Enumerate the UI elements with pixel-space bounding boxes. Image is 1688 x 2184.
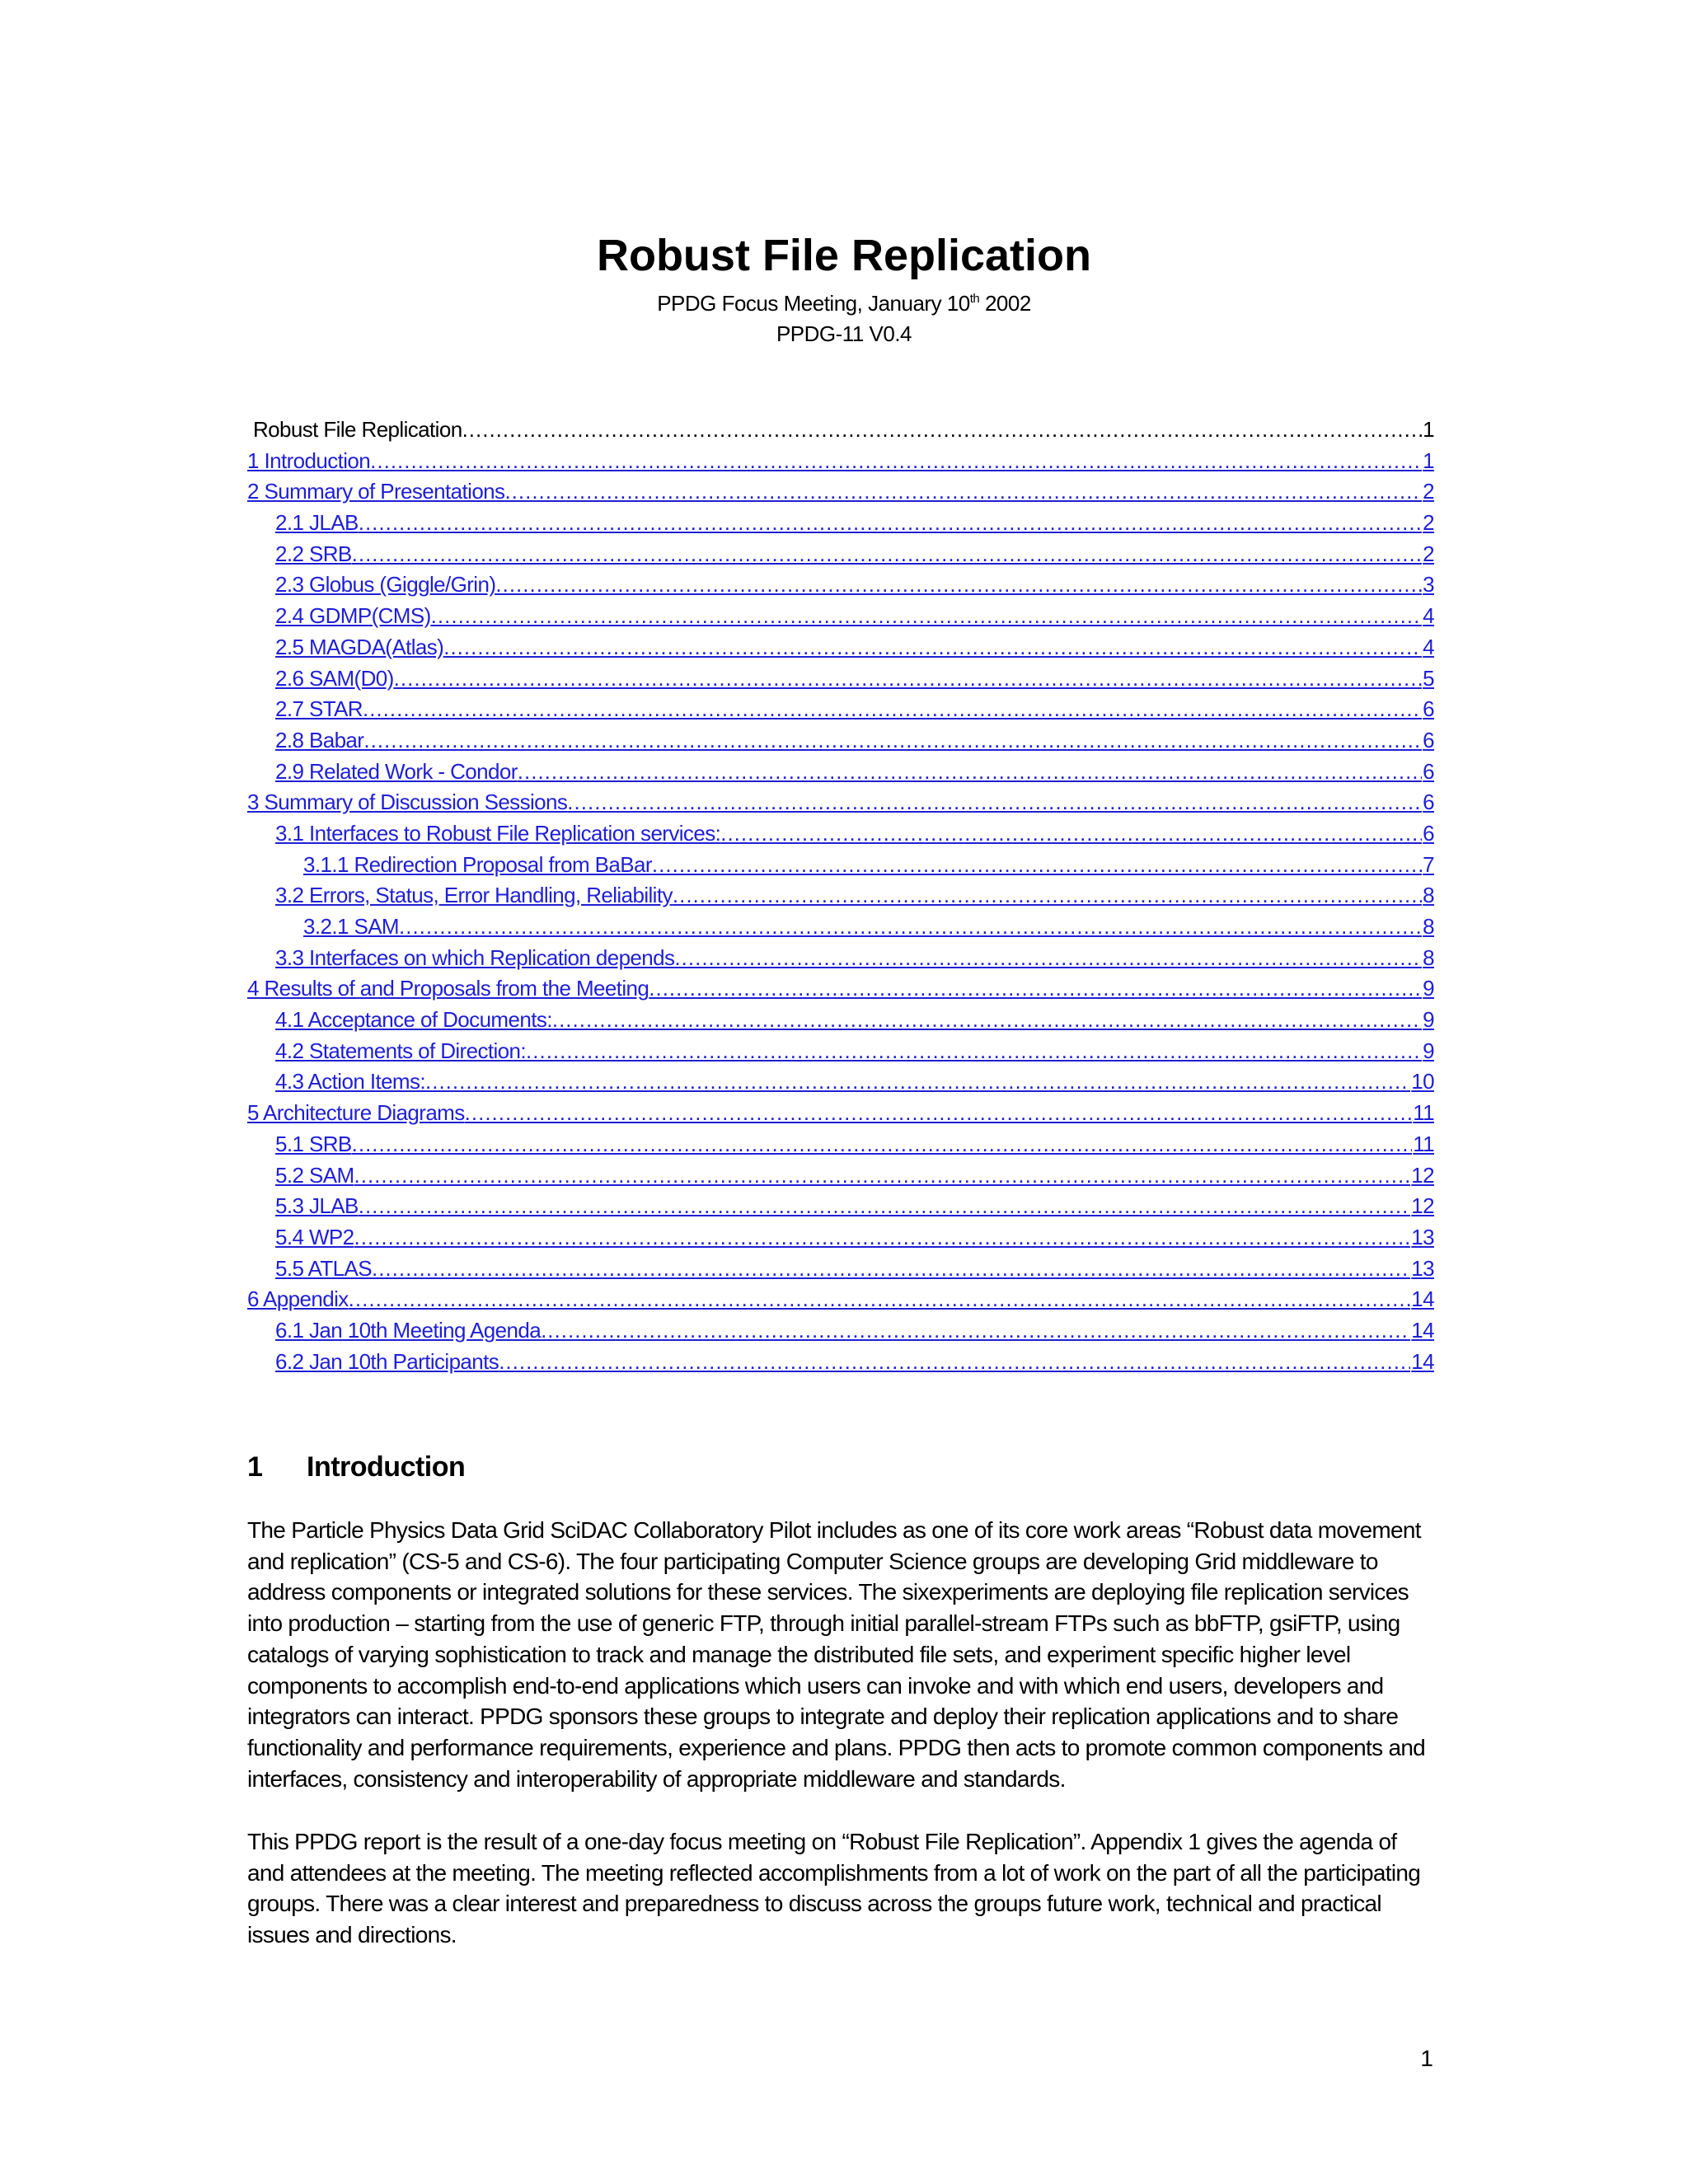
toc-dot-leader xyxy=(495,569,1422,601)
toc-entry-label: 2.9 Related Work - Condor xyxy=(275,758,518,784)
toc-entry-label: 5.3 JLAB xyxy=(275,1193,359,1219)
toc-entry-label: 5 Architecture Diagrams xyxy=(247,1100,465,1126)
toc-entry[interactable] xyxy=(247,1284,1434,1315)
toc-entry-page: 7 xyxy=(1423,851,1434,877)
toc-dot-leader xyxy=(372,1254,1410,1285)
section-heading-introduction xyxy=(247,1449,465,1485)
toc-entry-page: 6 xyxy=(1423,696,1434,722)
page-number: 1 xyxy=(1420,2046,1433,2071)
toc-entry-page: 14 xyxy=(1411,1317,1434,1343)
toc-entry-label: 2.4 GDMP(CMS) xyxy=(275,603,431,629)
toc-entry-page: 3 xyxy=(1423,572,1434,598)
toc-entry-page: 2 xyxy=(1423,541,1434,566)
toc-dot-leader xyxy=(354,1160,1411,1192)
toc-entry[interactable] xyxy=(247,1036,1434,1067)
toc-dot-leader xyxy=(518,757,1422,788)
table-of-contents xyxy=(247,415,1434,1377)
toc-entry[interactable] xyxy=(247,787,1434,818)
toc-entry-page: 14 xyxy=(1411,1286,1434,1312)
intro-paragraph-2: This PPDG report is the result of a one-day focus meeting on “Robust File Replication”. Appendix 1 gives the agenda of and attendees at the meeting. The meeting reflected accomplishments from a lot of work on the part of all the participating groups. There was a clear interest and preparedness to discuss across the groups future work, technical and practical issues and directions. xyxy=(247,1829,1421,1948)
toc-dot-leader xyxy=(352,539,1422,570)
toc-entry-page: 11 xyxy=(1413,1100,1434,1126)
toc-entry-label: 1 Introduction xyxy=(247,448,371,473)
toc-entry[interactable] xyxy=(247,569,1434,601)
toc-dot-leader xyxy=(504,476,1422,508)
document-title: Robust File Replication xyxy=(596,231,1092,280)
toc-entry-page: 9 xyxy=(1423,1038,1434,1063)
toc-entry-label: 5.4 WP2 xyxy=(275,1224,354,1249)
toc-entry-label: 2.2 SRB xyxy=(275,541,352,566)
toc-dot-leader xyxy=(363,694,1422,725)
toc-entry[interactable] xyxy=(247,663,1434,695)
toc-entry[interactable] xyxy=(247,446,1434,477)
toc-entry xyxy=(247,415,1434,446)
toc-entry-page: 8 xyxy=(1423,914,1434,939)
toc-entry-page: 13 xyxy=(1411,1255,1434,1281)
subtitle-ordinal: th xyxy=(969,292,980,306)
toc-entry-page: 13 xyxy=(1411,1224,1434,1249)
toc-entry-page: 6 xyxy=(1423,727,1434,752)
toc-dot-leader xyxy=(349,1284,1411,1315)
toc-entry[interactable] xyxy=(247,725,1434,757)
toc-dot-leader xyxy=(394,663,1422,695)
toc-dot-leader xyxy=(673,880,1422,912)
document-subtitle xyxy=(0,288,1688,318)
toc-entry-page: 6 xyxy=(1423,790,1434,815)
toc-entry[interactable] xyxy=(247,539,1434,570)
toc-entry-label: 3.1.1 Redirection Proposal from BaBar xyxy=(303,851,652,877)
toc-entry-label: 4.1 Acceptance of Documents: xyxy=(275,1007,552,1033)
toc-dot-leader xyxy=(363,725,1422,757)
toc-entry-page: 10 xyxy=(1411,1069,1434,1094)
toc-entry-label: 2.3 Globus (Giggle/Grin) xyxy=(275,572,496,598)
toc-dot-leader xyxy=(370,446,1422,477)
section-title: Introduction xyxy=(307,1451,466,1483)
toc-entry-label: 2.7 STAR xyxy=(275,696,363,722)
toc-dot-leader xyxy=(431,601,1422,632)
toc-entry[interactable] xyxy=(247,912,1434,943)
toc-entry[interactable] xyxy=(247,1315,1434,1347)
toc-dot-leader xyxy=(499,1347,1410,1378)
toc-entry-page: 5 xyxy=(1423,665,1434,691)
toc-dot-leader xyxy=(674,943,1422,974)
toc-dot-leader xyxy=(567,787,1422,818)
toc-entry-page: 1 xyxy=(1423,448,1434,473)
toc-entry[interactable] xyxy=(247,1066,1434,1098)
document-id: PPDG-11 V0.4 xyxy=(776,321,912,346)
toc-entry-page: 2 xyxy=(1423,510,1434,536)
intro-paragraph-1: The Particle Physics Data Grid SciDAC Collaboratory Pilot includes as one of its core work areas “Robust data movement and replication” (CS-5 and CS-6). The four participating Computer Science groups are developing Grid middleware to address components or integrated solutions for these services. The sixexperiments are deploying file replication services into production – starting from the use of generic FTP, through initial parallel-stream FTPs such as bbFTP, gsiFTP, using catalogs of varying sophistication to track and manage the distributed file sets, and experiment specific higher level components to accomplish end-to-end applications which users can invoke and with which end users, developers and integrators can interact. PPDG sponsors these groups to integrate and deploy their replication applications and to share functionality and performance requirements, experience and plans. PPDG then acts to promote common components and interfaces, consistency and interoperability of appropriate middleware and standards. xyxy=(247,1517,1426,1792)
toc-entry-label: 3.2 Errors, Status, Error Handling, Reliability xyxy=(275,883,673,908)
toc-entry-label: 2.1 JLAB xyxy=(275,510,359,536)
toc-dot-leader xyxy=(720,818,1422,850)
toc-entry[interactable] xyxy=(247,757,1434,788)
toc-dot-leader xyxy=(354,1222,1411,1254)
toc-entry[interactable] xyxy=(247,1160,1434,1192)
toc-entry-label: 4 Results of and Proposals from the Meeting xyxy=(247,976,649,1001)
toc-entry-label: 4.2 Statements of Direction: xyxy=(275,1038,527,1063)
toc-dot-leader xyxy=(552,1005,1422,1036)
toc-entry-label: 6.2 Jan 10th Participants xyxy=(275,1348,499,1374)
toc-entry-label: 5.1 SRB xyxy=(275,1131,352,1156)
toc-entry[interactable] xyxy=(247,850,1434,881)
toc-entry[interactable] xyxy=(247,632,1434,663)
toc-dot-leader xyxy=(465,1098,1413,1129)
toc-entry[interactable] xyxy=(247,1347,1434,1378)
toc-entry-label: 2.8 Babar xyxy=(275,727,364,752)
subtitle-year: 2002 xyxy=(979,291,1031,316)
toc-entry-page: 8 xyxy=(1423,883,1434,908)
toc-entry-page: 9 xyxy=(1423,976,1434,1001)
toc-entry[interactable] xyxy=(247,601,1434,632)
toc-entry-label: 3.2.1 SAM xyxy=(303,914,399,939)
toc-entry[interactable] xyxy=(247,973,1434,1005)
toc-dot-leader xyxy=(649,973,1422,1005)
toc-entry[interactable] xyxy=(247,1191,1434,1222)
section-number: 1 xyxy=(247,1451,263,1483)
toc-entry-page: 8 xyxy=(1423,944,1434,970)
toc-entry[interactable] xyxy=(247,1254,1434,1285)
toc-dot-leader xyxy=(462,415,1423,446)
toc-entry-page: 4 xyxy=(1423,603,1434,629)
toc-dot-leader xyxy=(359,508,1422,539)
toc-dot-leader xyxy=(399,912,1422,943)
toc-entry-page: 9 xyxy=(1423,1007,1434,1033)
toc-dot-leader xyxy=(443,632,1422,663)
toc-entry-page: 11 xyxy=(1413,1131,1434,1156)
toc-dot-leader xyxy=(652,850,1422,881)
toc-dot-leader xyxy=(359,1191,1411,1222)
toc-dot-leader xyxy=(526,1036,1422,1067)
toc-entry-page: 12 xyxy=(1411,1162,1434,1188)
toc-entry-page: 2 xyxy=(1423,479,1434,504)
toc-entry[interactable] xyxy=(247,508,1434,539)
toc-entry-page: 12 xyxy=(1411,1193,1434,1219)
toc-entry[interactable] xyxy=(247,694,1434,725)
toc-entry-page: 14 xyxy=(1411,1348,1434,1374)
toc-entry[interactable] xyxy=(247,1005,1434,1036)
toc-entry-label: 2 Summary of Presentations xyxy=(247,479,505,504)
toc-entry-label: 5.2 SAM xyxy=(275,1162,354,1188)
toc-dot-leader xyxy=(352,1129,1413,1160)
toc-entry-page: 6 xyxy=(1423,820,1434,846)
toc-entry[interactable] xyxy=(247,880,1434,912)
toc-entry-page: 6 xyxy=(1423,758,1434,784)
toc-dot-leader xyxy=(541,1315,1410,1347)
toc-entry[interactable] xyxy=(247,476,1434,508)
toc-entry[interactable] xyxy=(247,818,1434,850)
toc-entry-label: 2.6 SAM(D0) xyxy=(275,665,394,691)
toc-entry-label: 4.3 Action Items: xyxy=(275,1069,426,1094)
toc-entry-label: 3.1 Interfaces to Robust File Replication services: xyxy=(275,820,721,846)
toc-entry-label: 6.1 Jan 10th Meeting Agenda xyxy=(275,1317,542,1343)
toc-dot-leader xyxy=(425,1066,1410,1098)
toc-entry-label: 3.3 Interfaces on which Replication depends xyxy=(275,944,675,970)
toc-entry[interactable] xyxy=(247,943,1434,974)
toc-entry-label: Robust File Replication xyxy=(253,417,462,442)
toc-entry-label: 2.5 MAGDA(Atlas) xyxy=(275,634,444,659)
toc-entry[interactable] xyxy=(247,1098,1434,1129)
toc-entry-label: 3 Summary of Discussion Sessions xyxy=(247,790,568,815)
toc-entry[interactable] xyxy=(247,1222,1434,1254)
toc-entry-label: 5.5 ATLAS xyxy=(275,1255,372,1281)
subtitle-text: PPDG Focus Meeting, January 10 xyxy=(657,291,970,316)
toc-entry-page: 4 xyxy=(1423,634,1434,659)
toc-entry-label: 6 Appendix xyxy=(247,1286,349,1312)
toc-entry-page: 1 xyxy=(1423,417,1434,442)
toc-entry[interactable] xyxy=(247,1129,1434,1160)
